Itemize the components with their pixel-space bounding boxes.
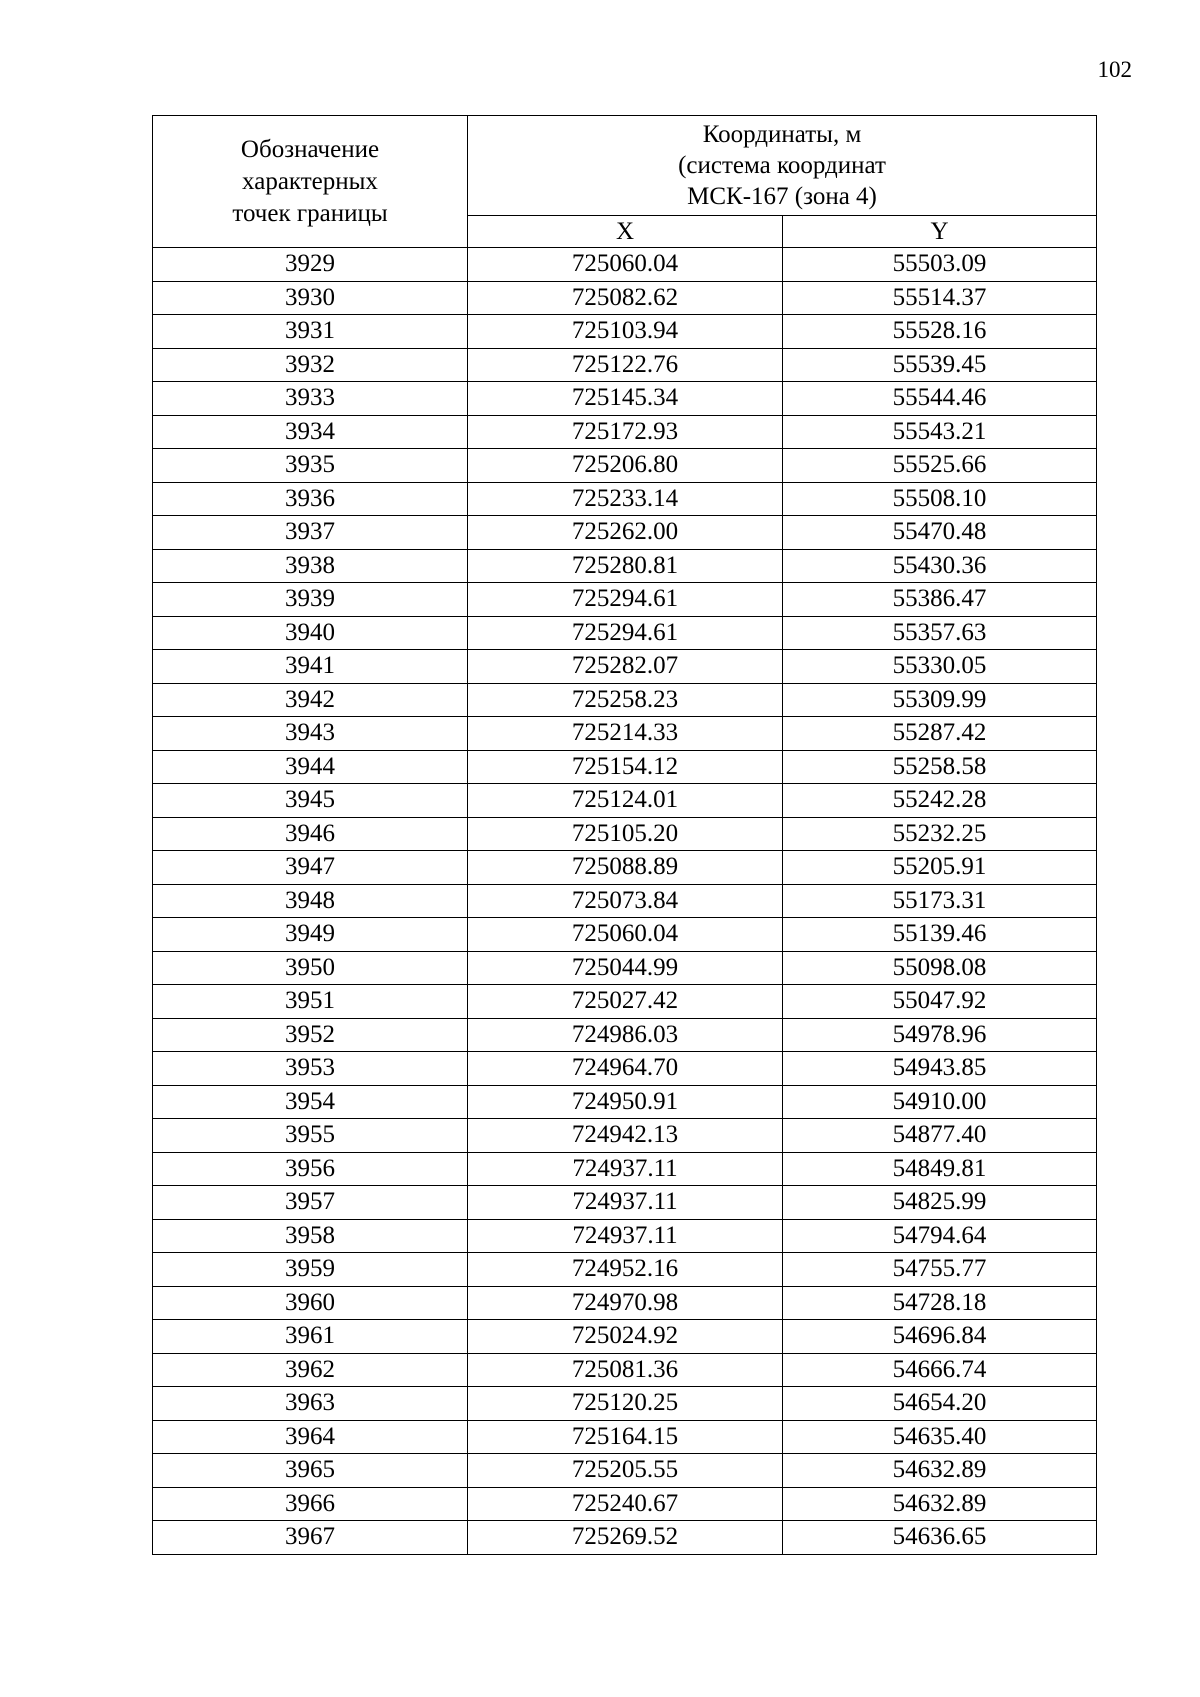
y-coordinate-cell: 55386.47 xyxy=(783,583,1097,617)
y-coordinate-cell: 54849.81 xyxy=(783,1152,1097,1186)
y-coordinate-cell: 55173.31 xyxy=(783,884,1097,918)
point-cell: 3943 xyxy=(153,717,468,751)
x-coordinate-cell: 725262.00 xyxy=(468,516,783,550)
table-row xyxy=(153,1018,1097,1052)
table-header xyxy=(153,116,1097,248)
point-cell: 3940 xyxy=(153,616,468,650)
x-coordinate-cell: 725233.14 xyxy=(468,482,783,516)
point-cell: 3960 xyxy=(153,1286,468,1320)
x-coordinate-cell: 725060.04 xyxy=(468,248,783,282)
coordinates-header: Координаты, м (система координат МСК-167 (зона 4) xyxy=(468,116,1097,216)
table-row xyxy=(153,449,1097,483)
table-row xyxy=(153,1052,1097,1086)
y-coordinate-cell: 55357.63 xyxy=(783,616,1097,650)
y-coordinate-cell: 55514.37 xyxy=(783,281,1097,315)
table-row xyxy=(153,817,1097,851)
y-coordinate-cell: 54636.65 xyxy=(783,1521,1097,1555)
y-coordinate-cell: 55544.46 xyxy=(783,382,1097,416)
table-row xyxy=(153,1320,1097,1354)
x-coordinate-cell: 725214.33 xyxy=(468,717,783,751)
y-coordinate-cell: 54877.40 xyxy=(783,1119,1097,1153)
y-coordinate-cell: 54825.99 xyxy=(783,1186,1097,1220)
x-coordinate-cell: 725024.92 xyxy=(468,1320,783,1354)
table-row xyxy=(153,549,1097,583)
table-row xyxy=(153,1253,1097,1287)
y-coordinate-cell: 55503.09 xyxy=(783,248,1097,282)
x-coordinate-cell: 725124.01 xyxy=(468,784,783,818)
x-coordinate-cell: 724964.70 xyxy=(468,1052,783,1086)
point-cell: 3966 xyxy=(153,1487,468,1521)
point-cell: 3956 xyxy=(153,1152,468,1186)
x-coordinate-cell: 724937.11 xyxy=(468,1152,783,1186)
y-coordinate-cell: 54635.40 xyxy=(783,1420,1097,1454)
x-coordinate-cell: 725044.99 xyxy=(468,951,783,985)
y-coordinate-cell: 55139.46 xyxy=(783,918,1097,952)
x-coordinate-cell: 725280.81 xyxy=(468,549,783,583)
x-coordinate-cell: 724937.11 xyxy=(468,1186,783,1220)
x-coordinate-cell: 725282.07 xyxy=(468,650,783,684)
table-row xyxy=(153,1152,1097,1186)
table-row xyxy=(153,784,1097,818)
y-coordinate-cell: 54666.74 xyxy=(783,1353,1097,1387)
x-coordinate-cell: 725073.84 xyxy=(468,884,783,918)
page-number: 102 xyxy=(1097,57,1132,82)
x-coordinate-cell: 724986.03 xyxy=(468,1018,783,1052)
point-cell: 3961 xyxy=(153,1320,468,1354)
table-row xyxy=(153,884,1097,918)
coordinates-table xyxy=(152,115,1097,1555)
point-cell: 3939 xyxy=(153,583,468,617)
x-coordinate-cell: 725105.20 xyxy=(468,817,783,851)
x-coordinate-cell: 725206.80 xyxy=(468,449,783,483)
y-coordinate-cell: 55232.25 xyxy=(783,817,1097,851)
x-coordinate-cell: 725088.89 xyxy=(468,851,783,885)
x-coordinate-cell: 725164.15 xyxy=(468,1420,783,1454)
point-cell: 3959 xyxy=(153,1253,468,1287)
point-cell: 3949 xyxy=(153,918,468,952)
x-coordinate-cell: 725240.67 xyxy=(468,1487,783,1521)
x-coordinate-cell: 725081.36 xyxy=(468,1353,783,1387)
point-cell: 3958 xyxy=(153,1219,468,1253)
table-row xyxy=(153,315,1097,349)
y-coordinate-cell: 55430.36 xyxy=(783,549,1097,583)
table-row xyxy=(153,1085,1097,1119)
y-coordinate-cell: 55543.21 xyxy=(783,415,1097,449)
table-row xyxy=(153,985,1097,1019)
x-coordinate-cell: 724950.91 xyxy=(468,1085,783,1119)
y-coordinate-cell: 54755.77 xyxy=(783,1253,1097,1287)
x-coordinate-cell: 724942.13 xyxy=(468,1119,783,1153)
point-cell: 3933 xyxy=(153,382,468,416)
y-coordinate-cell: 55242.28 xyxy=(783,784,1097,818)
table-row xyxy=(153,583,1097,617)
table-row xyxy=(153,683,1097,717)
table-row xyxy=(153,717,1097,751)
point-cell: 3930 xyxy=(153,281,468,315)
point-cell: 3962 xyxy=(153,1353,468,1387)
y-coordinate-cell: 55287.42 xyxy=(783,717,1097,751)
table-row xyxy=(153,516,1097,550)
point-cell: 3952 xyxy=(153,1018,468,1052)
x-coordinate-cell: 725205.55 xyxy=(468,1454,783,1488)
y-coordinate-cell: 55330.05 xyxy=(783,650,1097,684)
table-row xyxy=(153,1219,1097,1253)
x-coordinate-cell: 725269.52 xyxy=(468,1521,783,1555)
y-coordinate-cell: 54632.89 xyxy=(783,1487,1097,1521)
point-cell: 3932 xyxy=(153,348,468,382)
table-row xyxy=(153,281,1097,315)
point-cell: 3964 xyxy=(153,1420,468,1454)
x-coordinate-cell: 725294.61 xyxy=(468,583,783,617)
point-cell: 3931 xyxy=(153,315,468,349)
point-cell: 3963 xyxy=(153,1387,468,1421)
y-coordinate-cell: 55309.99 xyxy=(783,683,1097,717)
point-cell: 3937 xyxy=(153,516,468,550)
point-cell: 3965 xyxy=(153,1454,468,1488)
point-cell: 3953 xyxy=(153,1052,468,1086)
x-coordinate-cell: 724952.16 xyxy=(468,1253,783,1287)
y-coordinate-cell: 55525.66 xyxy=(783,449,1097,483)
table-row xyxy=(153,1487,1097,1521)
y-coordinate-cell: 55258.58 xyxy=(783,750,1097,784)
table-row xyxy=(153,650,1097,684)
point-cell: 3951 xyxy=(153,985,468,1019)
y-coordinate-cell: 55205.91 xyxy=(783,851,1097,885)
x-coordinate-cell: 725060.04 xyxy=(468,918,783,952)
table-row xyxy=(153,1521,1097,1555)
y-coordinate-cell: 54978.96 xyxy=(783,1018,1097,1052)
point-cell: 3967 xyxy=(153,1521,468,1555)
x-coordinate-cell: 725172.93 xyxy=(468,415,783,449)
point-cell: 3942 xyxy=(153,683,468,717)
table-row xyxy=(153,1454,1097,1488)
point-cell: 3955 xyxy=(153,1119,468,1153)
x-coordinate-cell: 724937.11 xyxy=(468,1219,783,1253)
point-cell: 3954 xyxy=(153,1085,468,1119)
table-row xyxy=(153,1353,1097,1387)
point-cell: 3938 xyxy=(153,549,468,583)
table-row xyxy=(153,1286,1097,1320)
y-coordinate-cell: 54654.20 xyxy=(783,1387,1097,1421)
table-row xyxy=(153,415,1097,449)
x-coordinate-cell: 725154.12 xyxy=(468,750,783,784)
table-row xyxy=(153,382,1097,416)
point-cell: 3950 xyxy=(153,951,468,985)
y-coordinate-cell: 55539.45 xyxy=(783,348,1097,382)
table-row xyxy=(153,348,1097,382)
table-row xyxy=(153,951,1097,985)
table-row xyxy=(153,248,1097,282)
table-row xyxy=(153,616,1097,650)
point-cell: 3948 xyxy=(153,884,468,918)
point-designation-header: Обозначение характерных точек границы xyxy=(153,116,468,248)
x-coordinate-cell: 725120.25 xyxy=(468,1387,783,1421)
y-coordinate-cell: 55047.92 xyxy=(783,985,1097,1019)
table-row xyxy=(153,918,1097,952)
y-coordinate-cell: 54943.85 xyxy=(783,1052,1097,1086)
x-coordinate-cell: 725145.34 xyxy=(468,382,783,416)
table-row xyxy=(153,851,1097,885)
table-row xyxy=(153,750,1097,784)
x-coordinate-cell: 725258.23 xyxy=(468,683,783,717)
x-coordinate-cell: 725027.42 xyxy=(468,985,783,1019)
y-coordinate-cell: 54632.89 xyxy=(783,1454,1097,1488)
table-row xyxy=(153,1186,1097,1220)
y-coordinate-cell: 55470.48 xyxy=(783,516,1097,550)
y-coordinate-cell: 55508.10 xyxy=(783,482,1097,516)
point-cell: 3929 xyxy=(153,248,468,282)
point-cell: 3936 xyxy=(153,482,468,516)
table-row xyxy=(153,1119,1097,1153)
point-cell: 3945 xyxy=(153,784,468,818)
x-coordinate-cell: 724970.98 xyxy=(468,1286,783,1320)
x-coordinate-cell: 725103.94 xyxy=(468,315,783,349)
table-body xyxy=(153,248,1097,1555)
y-coordinate-cell: 55098.08 xyxy=(783,951,1097,985)
table-row xyxy=(153,1420,1097,1454)
x-coordinate-cell: 725122.76 xyxy=(468,348,783,382)
y-coordinate-cell: 54696.84 xyxy=(783,1320,1097,1354)
point-cell: 3934 xyxy=(153,415,468,449)
y-coordinate-cell: 54794.64 xyxy=(783,1219,1097,1253)
y-coordinate-cell: 55528.16 xyxy=(783,315,1097,349)
x-coordinate-cell: 725082.62 xyxy=(468,281,783,315)
header-row xyxy=(153,116,1097,216)
point-cell: 3947 xyxy=(153,851,468,885)
table-row xyxy=(153,482,1097,516)
y-coordinate-cell: 54728.18 xyxy=(783,1286,1097,1320)
x-column-header: X xyxy=(468,216,783,248)
point-cell: 3957 xyxy=(153,1186,468,1220)
point-cell: 3946 xyxy=(153,817,468,851)
y-column-header: Y xyxy=(783,216,1097,248)
table-row xyxy=(153,1387,1097,1421)
x-coordinate-cell: 725294.61 xyxy=(468,616,783,650)
point-cell: 3941 xyxy=(153,650,468,684)
point-cell: 3944 xyxy=(153,750,468,784)
point-cell: 3935 xyxy=(153,449,468,483)
y-coordinate-cell: 54910.00 xyxy=(783,1085,1097,1119)
